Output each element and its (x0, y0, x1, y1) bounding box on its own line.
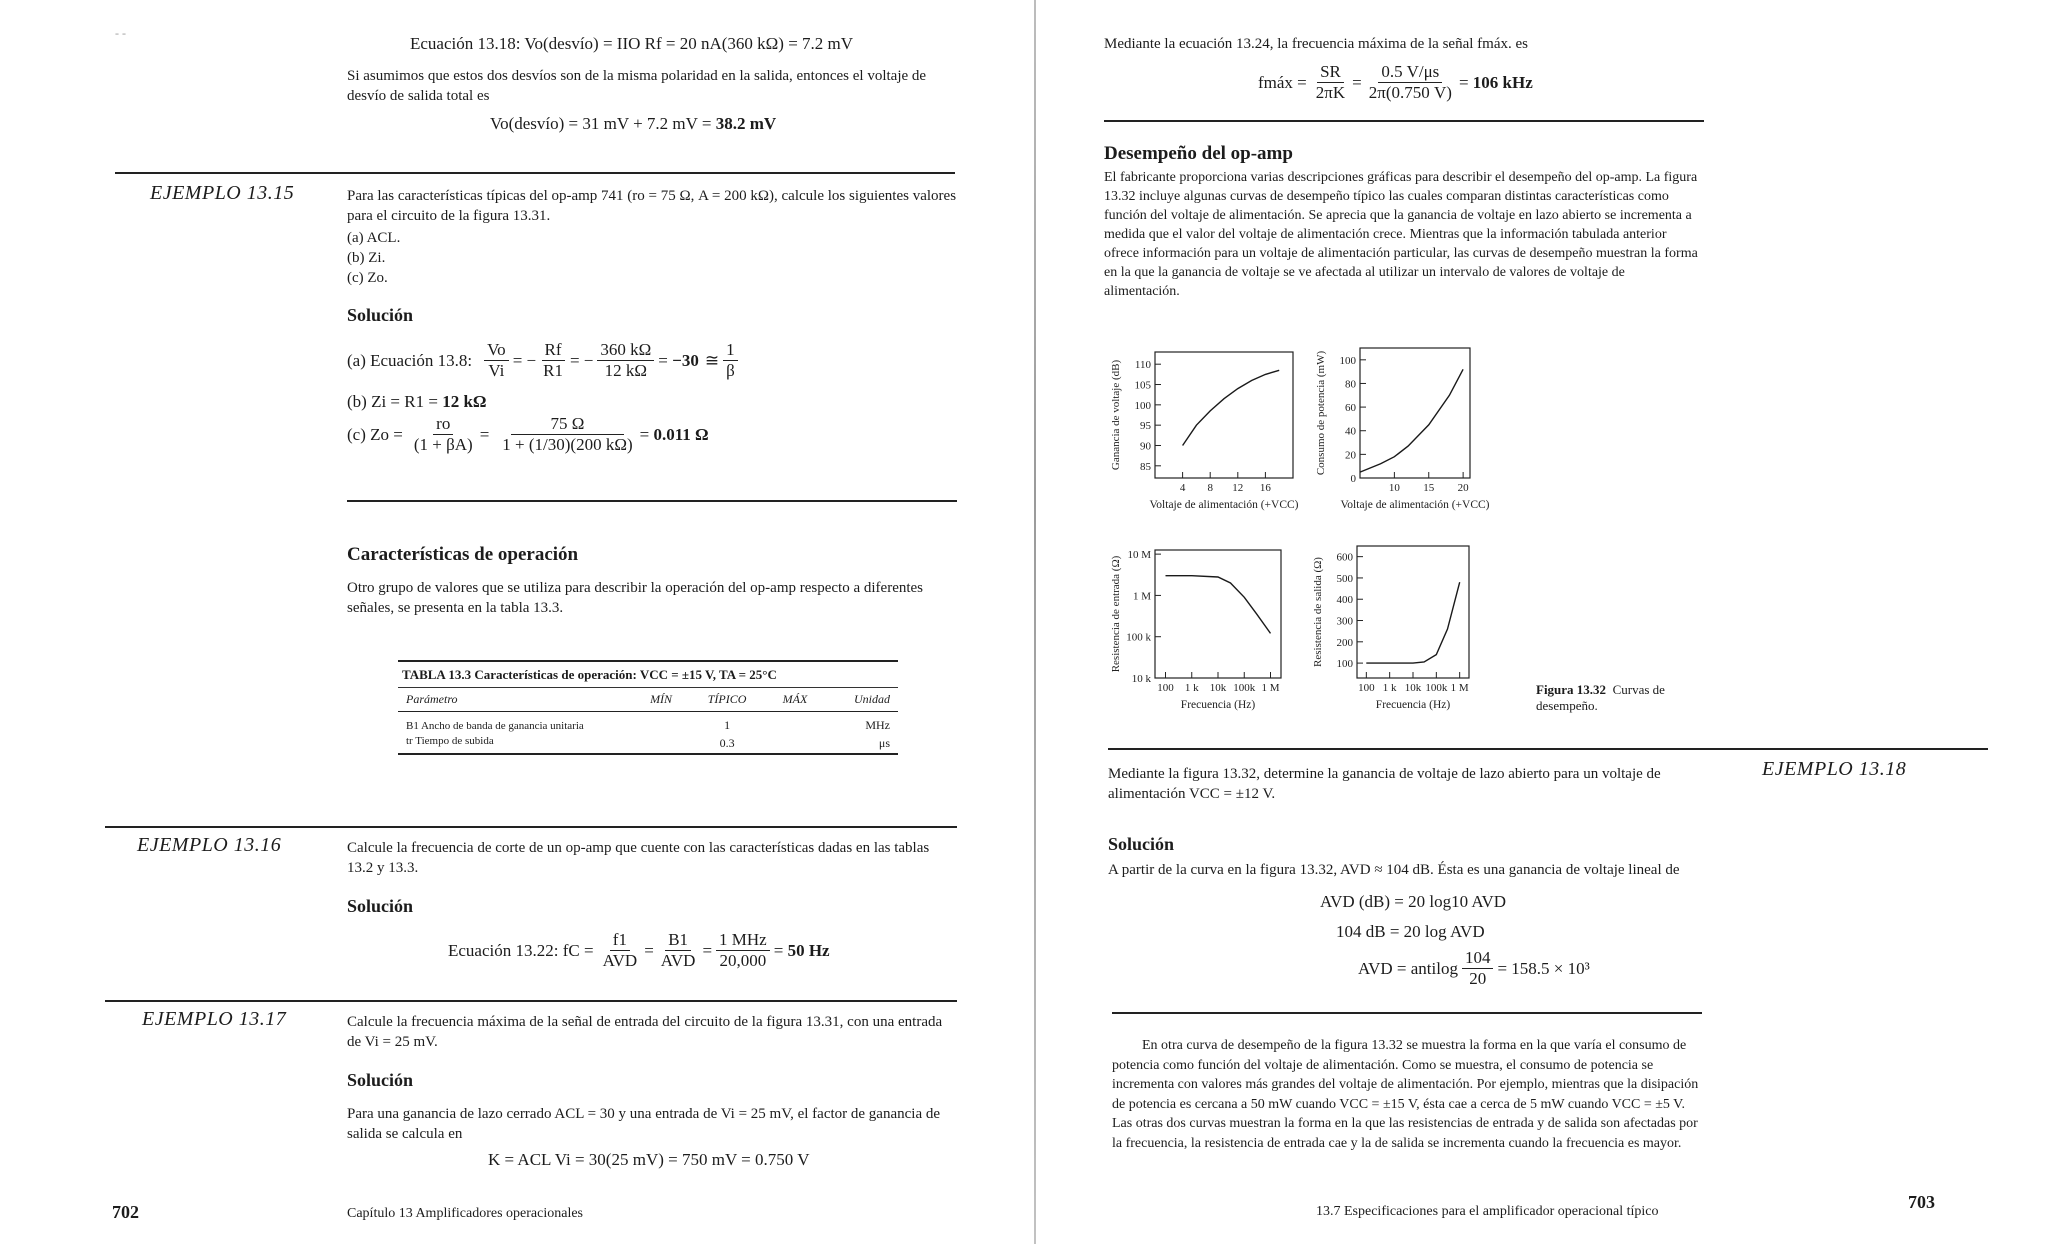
closing-rule (1112, 1012, 1702, 1014)
y-tick-label: 100 k (1126, 631, 1151, 644)
x-tick-label: 8 (1207, 482, 1213, 494)
x-tick-label: 100k (1425, 682, 1448, 694)
table-bottom-rule (398, 753, 898, 755)
x-tick-label: 16 (1259, 482, 1271, 494)
page-number-left: 702 (112, 1202, 139, 1222)
table-row (398, 734, 898, 753)
x-axis-label: Voltaje de alimentación (+VCC) (1149, 499, 1299, 511)
y-tick-label: 40 (1345, 425, 1356, 438)
example-18-eq3: AVD = antilog $\frac{104}{20}$ = 158.5 × 10³ (1358, 948, 1590, 988)
total-offset-equation: Vo(desvío) = 31 mV + 7.2 mV = 38.2 mV (490, 114, 777, 133)
example-17-equation: K = ACL Vi = 30(25 mV) = 750 mV = 0.750 V (488, 1150, 810, 1169)
example-17-rule (105, 1000, 957, 1002)
example-13-17-label: EJEMPLO 13.17 (142, 1008, 287, 1030)
x-tick-label: 1 M (1450, 682, 1469, 694)
y-tick-label: 1 M (1132, 590, 1151, 603)
y-tick-label: 100 (1336, 658, 1353, 671)
y-tick-label: 80 (1345, 378, 1356, 391)
example-16-result: 50 Hz (787, 940, 830, 960)
example-18-eq2: 104 dB = 20 log AVD (1336, 922, 1485, 941)
x-axis-label: Voltaje de alimentación (+VCC) (1340, 499, 1490, 511)
data-curve (1360, 369, 1463, 472)
total-offset-result: 38.2 mV (715, 114, 777, 133)
x-tick-label: 4 (1179, 482, 1186, 494)
table-top-rule (398, 660, 898, 662)
y-tick-label: 20 (1345, 449, 1356, 462)
fmax-result: 106 kHz (1472, 72, 1533, 92)
y-tick-label: 0 (1350, 473, 1356, 485)
y-tick-label: 110 (1134, 359, 1151, 372)
col-header: Unidad (824, 688, 898, 712)
right-intro: Mediante la ecuación 13.24, la frecuencia máxima de la señal fmáx. es (1104, 36, 1528, 52)
fraction: $\frac{75 \Omega}{1 + (1/30)(200 k\Omega)}$ (502, 414, 633, 454)
fraction: $\frac{1}{\beta}$ (723, 340, 738, 381)
plot-frame (1360, 348, 1470, 478)
figure-caption: Figura 13.32 Curvas de desempeño. (1536, 682, 1665, 713)
performance-paragraph: El fabricante proporciona varias descripciones gráficas para describir el desempeño del op-amp. La figura 13.32 incluye algunas curvas de desempeño típico las cuales comparan distintas características como función del voltaje de alimentación. Se aprecia que la ganancia de voltaje en lazo abierto se incrementa a medida que el valor del voltaje de alimentación crece. Mientras que la información tabulada anterior ofrece información para un voltaje de alimentación particular, las curvas de desempeño muestran la forma en la que la ganancia de voltaje se ve afectada al utilizar un intervalo de valores de voltaje de alimentación. (1104, 170, 1698, 299)
y-tick-label: 400 (1336, 594, 1353, 607)
table-title-rule (398, 687, 898, 688)
x-tick-label: 1 k (1382, 682, 1397, 694)
col-header: MÁX (766, 688, 824, 712)
intro-paragraph: Si asumimos que estos dos desvíos son de la misma polaridad en la salida, entonces el voltaje de desvío de salida total es (347, 68, 927, 104)
table-body (398, 688, 898, 753)
example-18-rule (1108, 748, 1988, 750)
example-13-18-statement: Mediante la figura 13.32, determine la ganancia de voltaje de lazo abierto para un voltaje de alimentación VCC = ±12 V. (1108, 766, 1661, 802)
solution-heading-16: Solución (347, 896, 414, 916)
fraction: $\frac{Rf}{R1}$ (543, 340, 563, 380)
table-cell (766, 712, 824, 735)
y-tick-label: 10 M (1127, 549, 1151, 562)
col-header: MÍN (634, 688, 688, 712)
y-axis-label: Resistencia de salida (Ω) (1312, 557, 1324, 667)
y-tick-label: 300 (1336, 615, 1353, 628)
y-tick-label: 105 (1134, 379, 1151, 392)
y-tick-label: 10 k (1131, 673, 1151, 685)
x-tick-label: 10k (1404, 682, 1422, 694)
example-13-16-statement: Calcule la frecuencia de corte de un op-amp que cuente con las características dadas en las tablas 13.2 y 13.3. (347, 840, 930, 876)
x-tick-label: 12 (1232, 482, 1244, 494)
fraction: $\frac{\text{1 MHz}}{20,000}$ (716, 930, 770, 971)
table-cell (634, 712, 688, 735)
data-curve (1166, 576, 1271, 634)
example-17-paragraph: Para una ganancia de lazo cerrado ACL = 30 y una entrada de Vi = 25 mV, el factor de ganancia de salida se calcula en (347, 1106, 941, 1142)
figure-13-32 (1095, 340, 1575, 725)
example-13-18-label: EJEMPLO 13.18 (1762, 758, 1907, 780)
x-tick-label: 10k (1209, 682, 1227, 694)
item-b: (b) Zi. (347, 250, 386, 266)
x-axis-label: Frecuencia (Hz) (1180, 699, 1256, 711)
table-cell: μs (878, 736, 890, 750)
running-head-left: Capítulo 13 Amplificadores operacionales (347, 1206, 583, 1221)
solution-heading-15: Solución (347, 305, 414, 325)
solution-b-result: 12 kΩ (442, 392, 487, 411)
right-page (1040, 0, 2048, 1244)
table-cell: 1 (724, 718, 731, 732)
fraction: $\frac{f1}{\text{AVD}}$ (602, 930, 638, 970)
item-c: (c) Zo. (347, 270, 388, 286)
y-tick-label: 85 (1140, 460, 1151, 473)
section-heading-op-char: Características de operación (347, 544, 579, 565)
fraction: $\frac{ro}{(1 + \beta A)}$ (413, 414, 473, 454)
solution-a-result: −30 (672, 350, 699, 370)
data-curve (1183, 370, 1280, 445)
table-cell: 0.3 (719, 736, 735, 750)
op-char-paragraph: Otro grupo de valores que se utiliza para describir la operación del op-amp respecto a diferentes señales, se presenta en la tabla 13.3. (347, 580, 924, 616)
equation-13-22: Ecuación 13.22: fC = $\frac{f1}{\text{AVD}}$ = $\frac{B1}{\text{AVD}}$ = $\frac{\text{1 MHz}}{20,000}$ = 50 Hz (448, 930, 830, 970)
example-top-rule (115, 172, 955, 174)
equation-13-18: Ecuación 13.18: Vo(desvío) = IIO Rf = 20 nA(360 kΩ) = 7.2 mV (410, 34, 854, 53)
example-13-15-label: EJEMPLO 13.15 (150, 182, 295, 204)
example-bottom-rule (347, 500, 957, 502)
item-a: (a) ACL. (347, 230, 401, 246)
example-18-paragraph: A partir de la curva en la figura 13.32, AVD ≈ 104 dB. Ésta es una ganancia de voltaje lineal de (1108, 862, 1680, 878)
example-16-rule (105, 826, 957, 828)
fraction: $\frac{360 k\Omega}{12 k\Omega}$ (597, 340, 654, 381)
col-header: Parámetro (398, 688, 634, 712)
table-cell: MHz (865, 718, 890, 732)
fraction: $\frac{104}{20}$ (1462, 948, 1494, 989)
fraction: $\frac{B1}{\text{AVD}}$ (660, 930, 696, 970)
section-heading-performance: Desempeño del op-amp (1104, 143, 1293, 164)
solution-heading-18: Solución (1108, 834, 1175, 854)
example-18-eq1: AVD (dB) = 20 log10 AVD (1320, 892, 1507, 911)
x-tick-label: 15 (1423, 482, 1435, 494)
performance-curves-svg (1095, 340, 1575, 720)
solution-c-result: 0.011 Ω (653, 424, 709, 444)
y-tick-label: 100 (1134, 399, 1151, 412)
y-axis-label: Ganancia de voltaje (dB) (1110, 359, 1122, 471)
x-tick-label: 20 (1457, 482, 1469, 494)
running-head-right: 13.7 Especificaciones para el amplificador operacional típico (1316, 1204, 1659, 1219)
fmax-equation: fmáx = $\frac{SR}{2\pi K}$ = $\frac{0.5 V/\mu s}{2\pi(0.750 V)}$ = 106 kHz (1258, 62, 1533, 102)
table-cell: B1 Ancho de banda de ganancia unitaria (406, 719, 584, 732)
table-title: TABLA 13.3 Características de operación: VCC = ±15 V, TA = 25°C (402, 667, 777, 682)
data-curve (1366, 582, 1459, 663)
y-tick-label: 200 (1336, 636, 1353, 649)
x-tick-label: 100 (1157, 682, 1174, 694)
x-tick-label: 100 (1358, 682, 1375, 694)
section-rule (1104, 120, 1704, 122)
y-tick-label: 95 (1140, 420, 1151, 433)
y-axis-label: Resistencia de entrada (Ω) (1110, 555, 1122, 673)
fraction: $\frac{0.5 V/\mu s}{2\pi(0.750 V)}$ (1368, 62, 1452, 102)
y-axis-label: Consumo de potencia (mW) (1315, 350, 1327, 476)
closing-paragraph: En otra curva de desempeño de la figura 13.32 se muestra la forma en la que varía el consumo de potencia como función del voltaje de alimentación. Como se muestra, el consumo de potencia se incrementa con valores más grandes del voltaje de alimentación. Por ejemplo, mientras que la disipación de potencia es cercana a 50 mW cuando VCC = ±15 V, ésta cae a cerca de 5 mW cuando VCC = ±5 V. Las otras dos curvas muestran la forma en la que las resistencias de entrada y de salida son afectadas por la frecuencia, la resistencia de entrada cae y la de salida se incrementa cuando la frecuencia es mayor. (1112, 1038, 1699, 1151)
fraction: $\frac{SR}{2\pi K}$ (1315, 62, 1346, 102)
example-13-15-items (347, 228, 400, 288)
y-tick-label: 90 (1140, 440, 1151, 453)
x-tick-label: 1 k (1184, 682, 1199, 694)
table-header-row (398, 688, 898, 712)
example-13-15-statement: Para las características típicas del op-amp 741 (ro = 75 Ω, A = 200 kΩ), calcule los siguientes valores para el circuito de la figura 13.31. (347, 188, 957, 224)
example-13-17-statement: Calcule la frecuencia máxima de la señal de entrada del circuito de la figura 13.31, con una entrada de Vi = 25 mV. (347, 1014, 943, 1050)
corner-mark: - - (115, 26, 126, 40)
book-gutter (1034, 0, 1036, 1244)
x-tick-label: 1 M (1261, 682, 1280, 694)
x-tick-label: 100k (1233, 682, 1256, 694)
table-cell (634, 734, 688, 753)
solution-b-equation: (b) Zi = R1 = 12 kΩ (347, 392, 487, 411)
table-cell (766, 734, 824, 753)
table-13-3 (398, 660, 898, 755)
fraction: $\frac{Vo}{Vi}$ (484, 340, 509, 381)
table-cell: tr Tiempo de subida (406, 735, 494, 747)
page-number-right: 703 (1908, 1192, 1935, 1212)
plot-frame (1155, 352, 1293, 478)
col-header: TÍPICO (688, 688, 766, 712)
table-row (398, 712, 898, 735)
x-tick-label: 10 (1388, 482, 1400, 494)
solution-c-equation: (c) Zo = $\frac{ro}{(1 + \beta A)}$ = $\frac{75 \Omega}{1 + (1/30)(200 k\Omega)}$ = 0.011 Ω (347, 414, 709, 454)
y-tick-label: 100 (1339, 354, 1356, 367)
solution-heading-17: Solución (347, 1070, 414, 1090)
y-tick-label: 600 (1336, 551, 1353, 564)
solution-a-equation: (a) Ecuación 13.8: $\frac{Vo}{Vi}$ = − $\frac{Rf}{R1}$ = − $\frac{360 k\Omega}{12 k\Omega}$ = −30 ≅ $\frac{1}{\beta}$ (347, 340, 742, 381)
y-tick-label: 60 (1345, 402, 1356, 415)
plot-frame (1155, 550, 1281, 678)
example-13-16-label: EJEMPLO 13.16 (137, 834, 282, 856)
x-axis-label: Frecuencia (Hz) (1375, 699, 1451, 711)
y-tick-label: 500 (1336, 572, 1353, 585)
